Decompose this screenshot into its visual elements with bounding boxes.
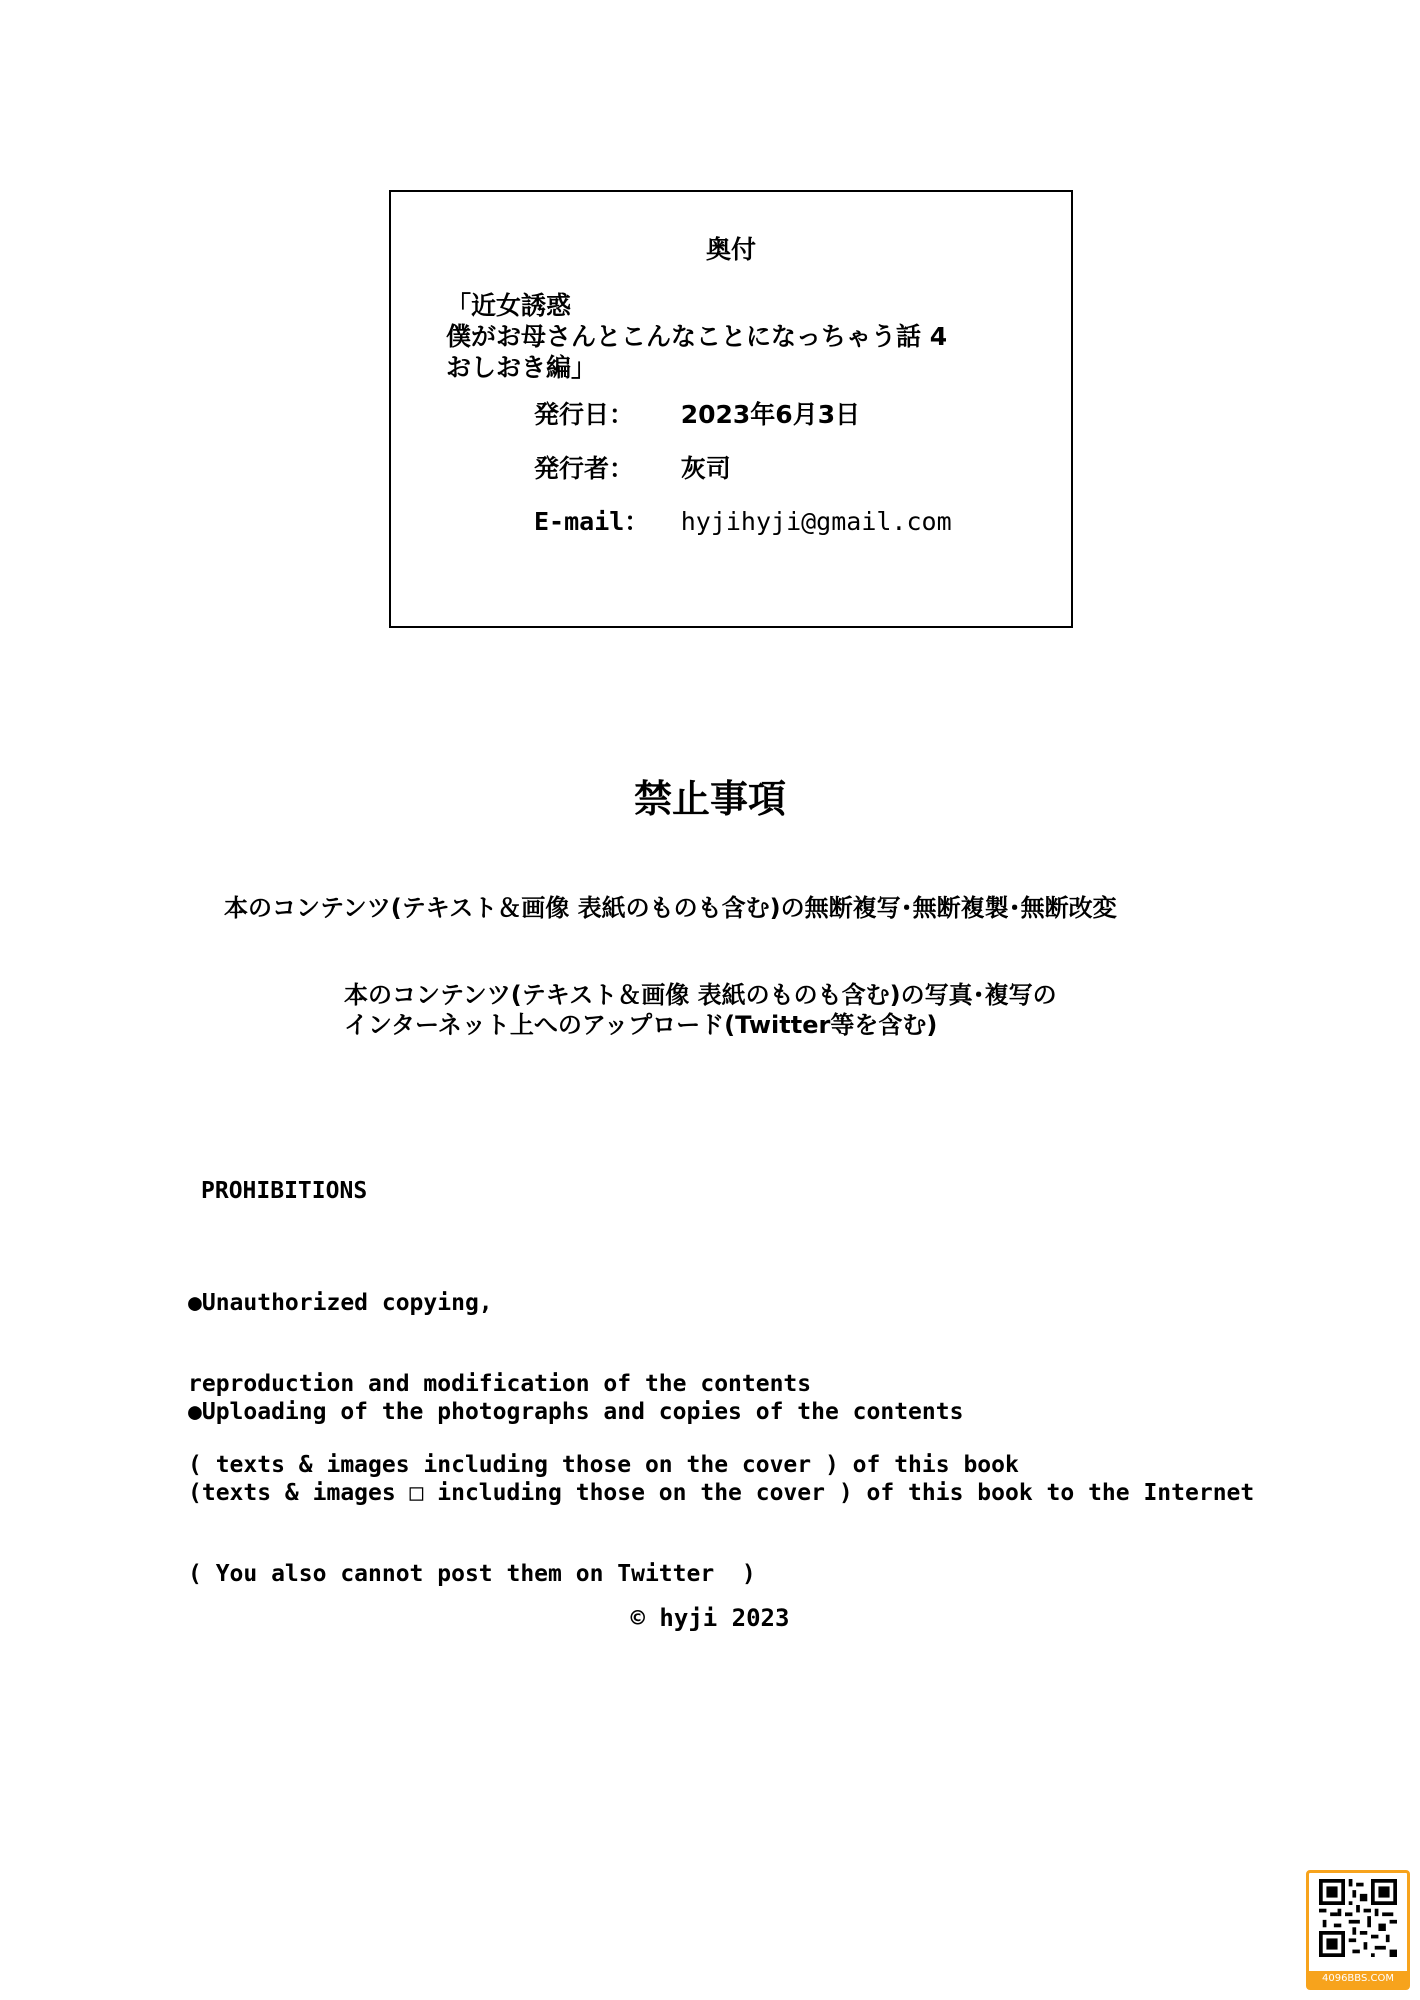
email-label: E-mail： xyxy=(534,507,650,536)
prohibition-en-item-1-line: ●Unauthorized copying, xyxy=(188,1290,493,1316)
email-value: hyjihyji@gmail.com xyxy=(680,507,952,536)
prohibition-en-item-2-line: ( You also cannot post them on Twitter ) xyxy=(188,1561,756,1587)
prohibition-jp-item-2-line: インターネット上へのアップロード(Twitter等を含む) xyxy=(344,1011,938,1039)
book-title xyxy=(446,290,947,383)
prohibition-en-item-1-line: ( texts & images including those on the cover ) of this book xyxy=(188,1452,1019,1478)
watermark-badge[interactable] xyxy=(1306,1870,1410,1990)
copyright-notice: © hyji 2023 xyxy=(630,1604,790,1632)
colophon-box xyxy=(389,190,1073,628)
publish-date-row xyxy=(534,395,860,431)
publisher-label: 発行者： xyxy=(534,454,635,483)
publish-date-label: 発行日： xyxy=(534,400,635,429)
prohibition-en-item-2 xyxy=(188,1345,1254,1615)
watermark-text: 4096BBS.COM xyxy=(1309,1971,1407,1987)
prohibition-jp-item-1: 本のコンテンツ(テキスト＆画像 表紙のものも含む)の無断複写･無断複製･無断改変 xyxy=(224,894,1117,922)
colophon-heading: 奥付 xyxy=(705,235,756,264)
prohibitions-jp-heading: 禁止事項 xyxy=(633,777,786,821)
prohibition-jp-item-2 xyxy=(344,980,1057,1040)
prohibition-en-item-2-line: (texts & images □ including those on the cover ) of this book to the Internet xyxy=(188,1480,1255,1506)
book-title-line: 僕がお母さんとこんなことになっちゃう話 4 xyxy=(446,322,948,351)
prohibition-jp-item-2-line: 本のコンテンツ(テキスト＆画像 表紙のものも含む)の写真･複写の xyxy=(344,981,1057,1009)
publish-date-value: 2023年6月3日 xyxy=(680,400,861,429)
book-title-line: おしおき編」 xyxy=(446,353,597,382)
prohibition-en-item-1-line: reproduction and modification of the contents xyxy=(188,1371,812,1397)
prohibition-en-item-2-line: ●Uploading of the photographs and copies of the contents xyxy=(188,1399,964,1425)
book-title-line: 「近女誘惑 xyxy=(446,291,572,320)
prohibitions-en-heading: PROHIBITIONS xyxy=(201,1178,368,1204)
publisher-value: 灰司 xyxy=(680,454,731,483)
publisher-row xyxy=(534,449,731,485)
qr-code-icon xyxy=(1319,1879,1397,1957)
email-row xyxy=(534,502,952,538)
